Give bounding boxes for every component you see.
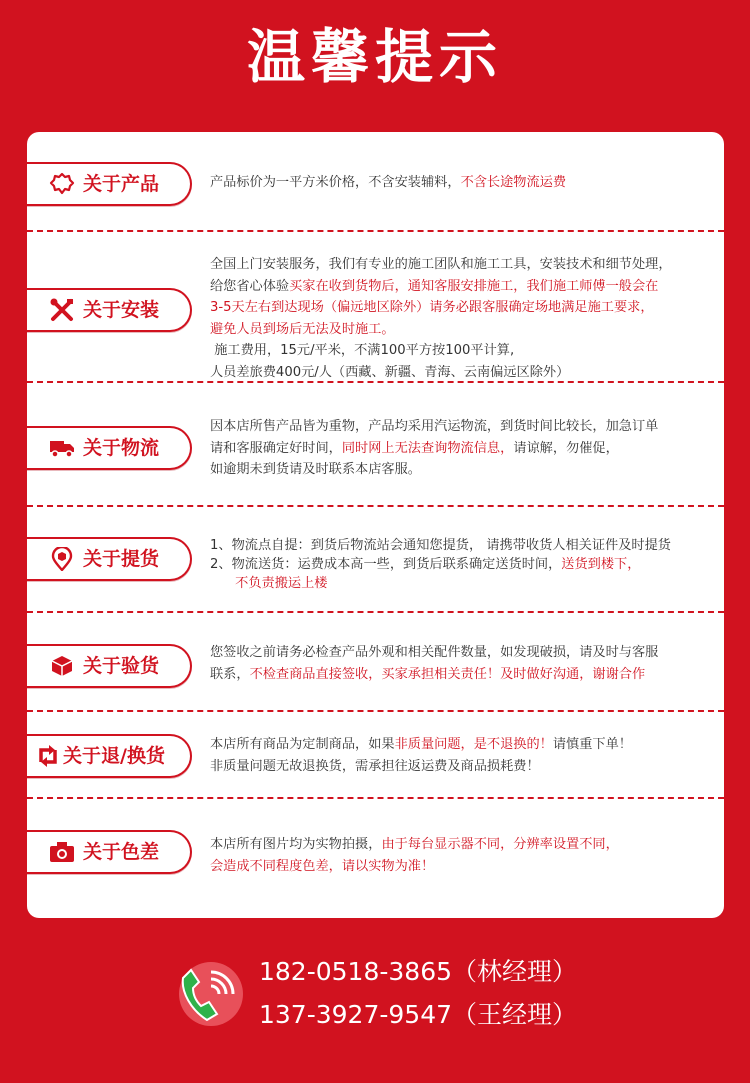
- section-label: 关于物流: [83, 437, 160, 459]
- text-line: [210, 362, 715, 384]
- contact-phone-1[interactable]: 182-0518-3865（林经理）: [259, 957, 578, 986]
- camera-icon: [49, 840, 75, 864]
- body-text: 本店所有商品为定制商品，如果: [210, 737, 395, 752]
- text-line: [210, 416, 715, 438]
- body-text: 1、物流点自提：到货后物流站会通知您提货， 请携带收货人相关证件及时提货: [210, 538, 671, 553]
- text-line: [210, 834, 715, 856]
- body-text: 产品标价为一平方米价格，不含安装辅料，: [210, 175, 461, 190]
- divider: [27, 611, 724, 613]
- text-line: [210, 276, 715, 298]
- body-text: 人员差旅费400元/人（西藏、新疆、青海、云南偏远区除外）: [210, 364, 570, 380]
- tools-icon: [49, 298, 75, 322]
- body-text: 施工费用，15元/平米，不满100平方按100平计算,: [210, 343, 515, 358]
- highlight-text: 3-5天左右到达现场（偏远地区除外）请务必跟客服确定场地满足施工要求，: [210, 300, 654, 315]
- location-pin-icon: [49, 547, 75, 571]
- divider: [27, 505, 724, 507]
- body-text: 因本店所售产品皆为重物，产品均采用汽运物流，到货时间比较长，加急订单: [210, 419, 659, 434]
- text-line: [210, 856, 715, 878]
- section-label: 关于产品: [83, 173, 160, 195]
- divider: [27, 710, 724, 712]
- gear-icon: [49, 172, 75, 196]
- text-line: [210, 555, 715, 574]
- section-text-color: [210, 834, 715, 877]
- text-line: [210, 664, 715, 686]
- text-line: [210, 536, 715, 555]
- highlight-text: 不含长途物流运费: [460, 175, 567, 190]
- highlight-text: 非质量问题，是不退换的！: [394, 737, 553, 752]
- section-label: 关于退/换货: [63, 745, 165, 767]
- phone-icon: [173, 958, 245, 1030]
- divider: [27, 230, 724, 232]
- body-text: 联系，: [210, 666, 250, 682]
- text-line: [210, 438, 715, 460]
- highlight-text: 不检查商品直接签收，买家承担相关责任！及时做好沟通，谢谢合作: [249, 666, 646, 682]
- highlight-text: 送货到楼下，: [561, 557, 641, 572]
- text-line: [210, 756, 715, 778]
- section-text-pickup: [210, 536, 715, 593]
- section-text-logistics: [210, 416, 715, 481]
- section-text-install: [210, 254, 715, 383]
- section-label: 关于安装: [83, 299, 160, 321]
- highlight-text: 会造成不同程度色差，请以实物为准！: [210, 858, 435, 874]
- body-text: 请和客服确定好时间，: [210, 440, 342, 456]
- text-line: [210, 734, 715, 756]
- exchange-arrows-icon: [35, 744, 61, 768]
- text-line: [210, 254, 715, 276]
- body-text: 2、物流送货：运费成本高一些，到货后联系确定送货时间，: [210, 557, 562, 572]
- section-label: 关于提货: [83, 548, 160, 570]
- section-tag-inspection: [27, 644, 192, 688]
- divider: [27, 797, 724, 799]
- text-line: [210, 642, 715, 664]
- highlight-text: 同时网上无法查询物流信息，: [341, 440, 514, 456]
- section-tag-pickup: [27, 537, 192, 581]
- text-line: [210, 319, 715, 341]
- highlight-text: 避免人员到场后无法及时施工。: [210, 321, 395, 337]
- highlight-text: 买家在收到货物后，通知客服安排施工，我们施工师傅一般会在: [289, 278, 659, 294]
- body-text: 全国上门安装服务，我们有专业的施工团队和施工工具，安装技术和细节处理，: [210, 257, 672, 272]
- body-text: 请慎重下单！: [552, 737, 632, 752]
- page-title: 温馨提示: [246, 23, 503, 91]
- contact-phone-2[interactable]: 137-3927-9547（王经理）: [259, 1000, 578, 1029]
- highlight-text: 不负责搬运上楼: [210, 576, 328, 591]
- text-line: [210, 340, 715, 362]
- section-tag-color: [27, 830, 192, 874]
- body-text: 您签收之前请务必检查产品外观和相关配件数量，如发现破损，请及时与客服: [210, 645, 659, 660]
- section-tag-install: [27, 288, 192, 332]
- text-line: [210, 172, 715, 194]
- section-text-inspection: [210, 642, 715, 685]
- divider: [27, 381, 724, 383]
- notice-card: [27, 132, 724, 918]
- section-label: 关于验货: [83, 655, 160, 677]
- section-label: 关于色差: [83, 841, 160, 863]
- contact-block: [173, 952, 733, 1036]
- text-line: [210, 297, 715, 319]
- section-tag-product: [27, 162, 192, 206]
- body-text: 请谅解，勿催促，: [513, 440, 619, 456]
- section-text-return: [210, 734, 715, 777]
- body-text: 非质量问题无故退换货，需承担往返运费及商品损耗费！: [210, 758, 540, 774]
- body-text: 如逾期未到货请及时联系本店客服。: [210, 462, 421, 477]
- package-icon: [49, 654, 75, 678]
- body-text: 本店所有图片均为实物拍摄，: [210, 837, 382, 852]
- text-line: [210, 574, 715, 593]
- highlight-text: 由于每台显示器不同，分辨率设置不同，: [381, 837, 619, 852]
- body-text: 给您省心体验: [210, 278, 290, 294]
- section-tag-logistics: [27, 426, 192, 470]
- text-line: [210, 459, 715, 481]
- section-tag-return: [27, 734, 192, 778]
- truck-icon: [49, 436, 75, 460]
- section-text-product: [210, 172, 715, 194]
